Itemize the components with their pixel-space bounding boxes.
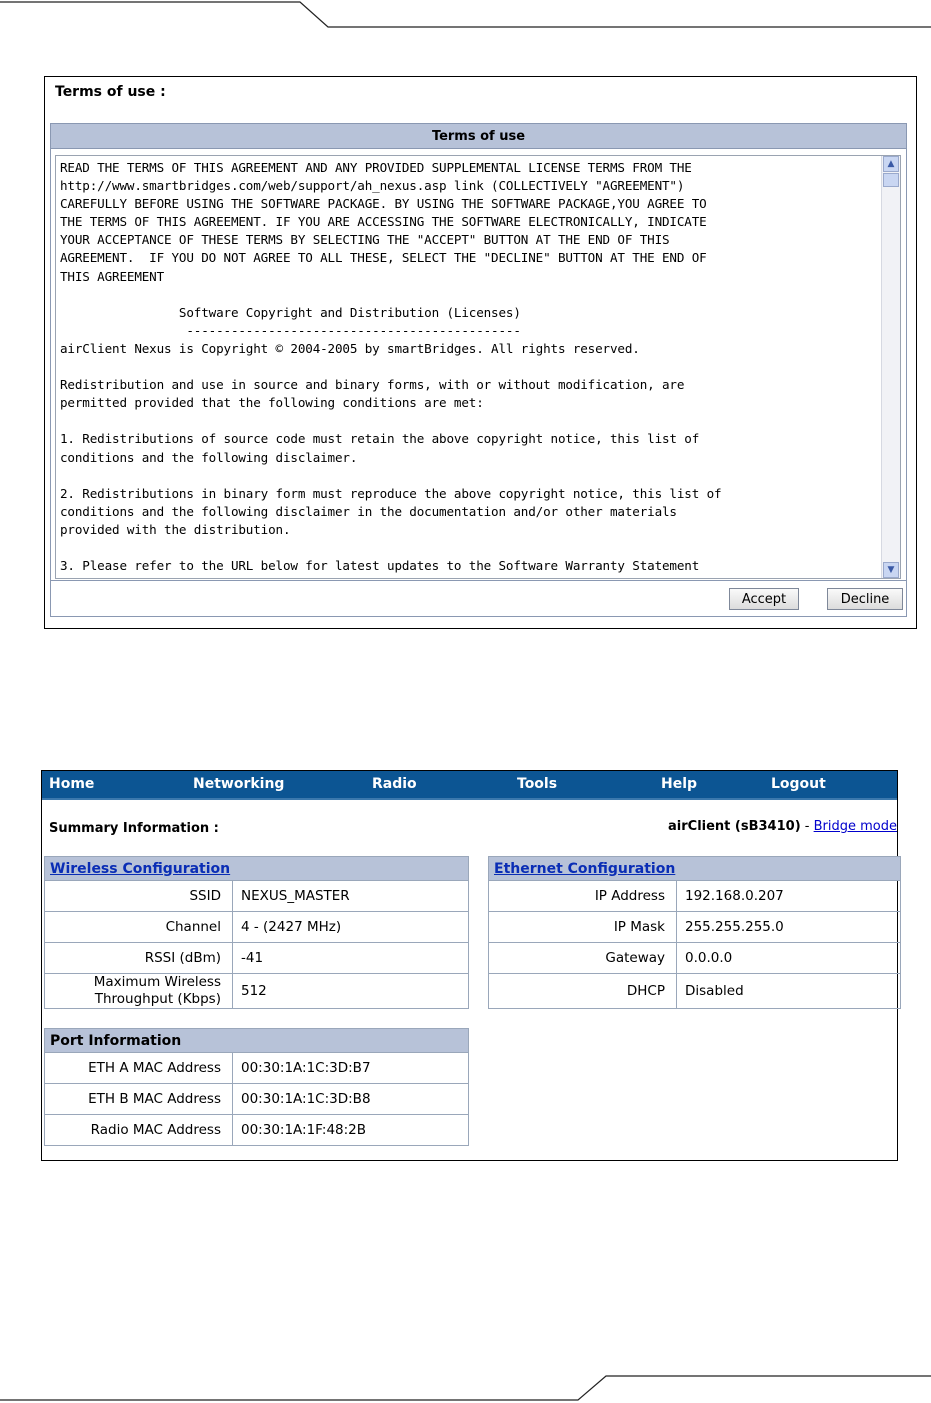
nav-bar [42,771,897,800]
wireless-config-table [44,856,469,1009]
ethernet-config-table [488,856,901,1009]
rssi-value: -41 [233,943,469,974]
scroll-thumb[interactable] [883,173,899,187]
terms-header: Terms of use [51,124,906,149]
throughput-value: 512 [233,974,469,1009]
port-info-heading: Port Information [45,1029,469,1053]
rssi-label: RSSI (dBm) [45,943,233,974]
model-separator: - [800,819,814,834]
ssid-value: NEXUS_MASTER [233,881,469,912]
nav-help[interactable]: Help [661,776,698,792]
nav-home[interactable]: Home [49,776,95,792]
table-row [45,1053,469,1084]
accept-button[interactable]: Accept [729,588,799,610]
nav-radio[interactable]: Radio [372,776,417,792]
throughput-label: Maximum Wireless Throughput (Kbps) [45,974,233,1009]
wireless-config-heading [45,857,469,881]
scroll-down-icon[interactable]: ▼ [883,562,899,578]
scroll-up-icon[interactable]: ▲ [883,156,899,172]
ip-address-value: 192.168.0.207 [677,881,901,912]
channel-label: Channel [45,912,233,943]
gateway-value: 0.0.0.0 [677,943,901,974]
eth-a-mac-value: 00:30:1A:1C:3D:B7 [233,1053,469,1084]
bridge-mode-link[interactable]: Bridge mode [813,819,897,834]
nav-networking[interactable]: Networking [193,776,285,792]
gateway-label: Gateway [489,943,677,974]
nav-tools[interactable]: Tools [517,776,558,792]
dhcp-label: DHCP [489,974,677,1009]
table-row [45,912,469,943]
summary-window [41,770,898,1161]
terms-box [50,123,907,617]
terms-of-use-panel [44,76,917,629]
ip-mask-label: IP Mask [489,912,677,943]
eth-b-mac-value: 00:30:1A:1C:3D:B8 [233,1084,469,1115]
model-line [668,819,897,834]
eth-a-mac-label: ETH A MAC Address [45,1053,233,1084]
terms-scrollbar[interactable] [881,156,900,578]
eth-b-mac-label: ETH B MAC Address [45,1084,233,1115]
table-row [45,1084,469,1115]
terms-footer [51,580,906,616]
port-info-table [44,1028,469,1146]
table-row [45,943,469,974]
table-row [489,943,901,974]
ip-address-label: IP Address [489,881,677,912]
radio-mac-value: 00:30:1A:1F:48:2B [233,1115,469,1146]
table-row [489,912,901,943]
nav-logout[interactable]: Logout [771,776,826,792]
channel-value: 4 - (2427 MHz) [233,912,469,943]
terms-textarea[interactable] [55,155,901,579]
model-name: airClient (sB3410) [668,819,801,834]
ssid-label: SSID [45,881,233,912]
wireless-config-link[interactable]: Wireless Configuration [50,860,231,877]
table-row [489,974,901,1009]
decline-button[interactable]: Decline [827,588,903,610]
summary-title: Summary Information : [49,821,219,836]
ethernet-config-link[interactable]: Ethernet Configuration [494,860,676,877]
dhcp-value: Disabled [677,974,901,1009]
terms-text: READ THE TERMS OF THIS AGREEMENT AND ANY PROVIDED SUPPLEMENTAL LICENSE TERMS FROM THE http://www.smartbridges.com/web/support/ah_nexus.asp link (COLLECTIVELY "AGREEMENT") CAREFULLY BEFORE USING THE SOFTWARE PACKAGE. BY USING THE SOFTWARE PACKAGE,YOU AGREE TO THE TERMS OF THIS AGREEMENT. IF YOU ARE ACCESSING THE SOFTWARE ELECTRONICALLY, INDICATE YOUR ACCEPTANCE OF THESE TERMS BY SELECTING THE "ACCEPT" BUTTON AT THE END OF THIS AGREEMENT. IF YOU DO NOT AGREE TO ALL THESE, SELECT THE "DECLINE" BUTTON AT THE END OF THIS AGREEMENT Software Copyright and Distribution (Licenses) --------------------------------------------- airClient Nexus is Copyright © 2004-2005 by smartBridges. All rights reserved. Redistribution and use in source and binary forms, with or without modification, are permitted provided that the following conditions are met: 1. Redistributions of source code must retain the above copyright notice, this list of conditions and the following disclaimer. 2. Redistributions in binary form must reproduce the above copyright notice, this list of conditions and the following disclaimer in the documentation and/or other materials provided with the distribution. 3. Please refer to the URL below for latest updates to the Software Warranty Statement [60,160,722,574]
table-row [45,1115,469,1146]
terms-caption: Terms of use : [55,84,166,100]
ethernet-config-heading [489,857,901,881]
table-row [489,881,901,912]
ip-mask-value: 255.255.255.0 [677,912,901,943]
table-row [45,881,469,912]
table-row [45,974,469,1009]
radio-mac-label: Radio MAC Address [45,1115,233,1146]
